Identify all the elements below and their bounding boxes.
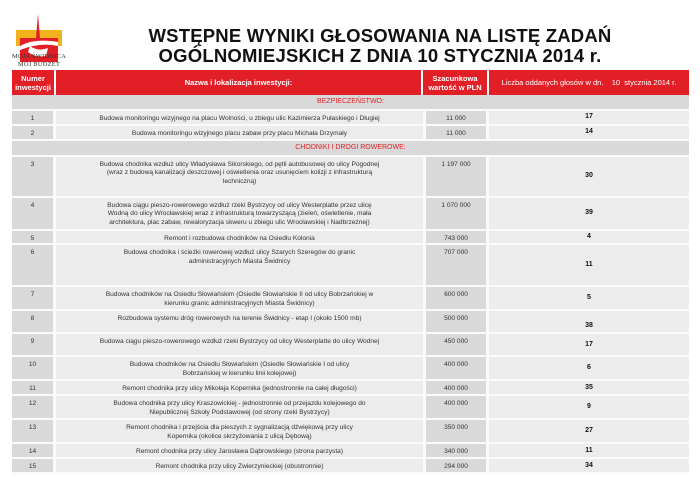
row-votes: 4 [489,231,689,245]
row-number: 6 [12,245,56,287]
row-votes: 30 [489,157,689,198]
table-row [12,126,689,141]
table-row [12,111,689,126]
title-line-2: OGÓLNOMIEJSKICH Z DNIA 10 STYCZNIA 2014 r. [158,45,602,66]
row-name: Remont i rozbudowa chodników na Osiedlu Kolonia [56,231,423,245]
row-value: 450 000 [423,334,489,357]
row-name: Budowa chodnika i ścieżki rowerowej wzdłuż ulicy Szarych Szeregów do granic administracyjnych Miasta Świdnicy [56,245,423,287]
row-name: Budowa chodników na Osiedlu Słowiańskim (Osiedle Słowiańskie II od ulicy Bobrzańskiej w kierunku granic administracyjnych Miasta Świdnicy) [56,287,423,311]
row-votes: 9 [489,396,689,420]
row-name: Budowa monitoringu wizyjnego na placu Wolności, u zbiegu ulic Kazimierza Pułaskiego i Długiej [56,111,423,126]
row-value: 500 000 [423,311,489,334]
table-row [12,157,689,198]
row-number: 10 [12,357,56,381]
row-number: 14 [12,444,56,459]
row-value: 11 000 [423,126,489,141]
table-header-row [12,70,689,95]
section-title: CHODNIKI I DROGI ROWEROWE: [12,141,689,157]
table-row [12,396,689,420]
row-number: 2 [12,126,56,141]
header-votes: Liczba oddanych głosów w dn. 10 stycznia 2014 r. [489,70,689,95]
row-number: 7 [12,287,56,311]
table-row [12,231,689,245]
header-name: Nazwa i lokalizacja inwestycji: [56,70,423,95]
row-number: 3 [12,157,56,198]
table-row [12,459,689,474]
row-votes: 39 [489,198,689,231]
section-title: BEZPIECZEŃSTWO: [12,95,689,111]
page-title [120,26,640,66]
table-row [12,381,689,396]
row-votes: 35 [489,381,689,396]
row-number: 8 [12,311,56,334]
header-number: Numer inwestycji [12,70,56,95]
row-value: 340 000 [423,444,489,459]
row-votes: 17 [489,334,689,357]
table-row [12,357,689,381]
row-name: Remont chodnika przy ulicy Mikołaja Kopernika (jednostronnie na całej długości) [56,381,423,396]
row-name: Budowa monitoringu wizyjnego placu zabaw przy placu Michała Drzymały [56,126,423,141]
row-votes: 11 [489,245,689,287]
section-row-safety [12,95,689,111]
row-value: 1 070 000 [423,198,489,231]
row-name: Budowa chodnika wzdłuż ulicy Władysława Sikorskiego, od pętli autobusowej do ulicy Pogodnej (wraz z budową kanalizacji deszczowej i oświetlenia oraz usunięciem kolizji z infrastrukturą techniczną) [56,157,423,198]
row-value: 743 000 [423,231,489,245]
table-row [12,287,689,311]
row-value: 350 000 [423,420,489,444]
row-number: 11 [12,381,56,396]
row-name: Budowa ciągu pieszo-rowerowego wzdłuż rzeki Bystrzycy od ulicy Westerplatte przez ulicę Wodną do ulicy Wrocławskiej wraz z infrastrukturą towarzyszącą (zieleń, oświetlenie, mała architektura, plac zabaw, rewaloryzacja skweru u zbiegu ulic Wrocławskiej i Nadbrzeżnej) [56,198,423,231]
row-votes: 6 [489,357,689,381]
row-name: Budowa chodnika przy ulicy Kraszowickiej - jednostronnie od przejazdu kolejowego do Niepublicznej Szkoły Podstawowej (od strony rzeki Bystrzycy) [56,396,423,420]
table-row [12,444,689,459]
row-value: 294 000 [423,459,489,474]
row-votes: 17 [489,111,689,126]
row-votes: 27 [489,420,689,444]
row-number: 5 [12,231,56,245]
row-number: 12 [12,396,56,420]
row-value: 400 000 [423,381,489,396]
row-votes: 14 [489,126,689,141]
row-name: Remont chodnika i przejścia dla pieszych z sygnalizacją dźwiękową przy ulicy Kopernika (okolice skrzyżowania z ulicą Dębową) [56,420,423,444]
title-line-1: WSTĘPNE WYNIKI GŁOSOWANIA NA LISTĘ ZADAŃ [148,25,612,46]
row-name: Rozbudowa systemu dróg rowerowych na terenie Świdnicy - etap I (około 1500 mb) [56,311,423,334]
row-value: 400 000 [423,396,489,420]
row-votes: 5 [489,287,689,311]
header-value: Szacunkowa wartość w PLN [423,70,489,95]
row-number: 9 [12,334,56,357]
row-name: Remont chodnika przy ulicy Zwierzynieckiej (obustronnie) [56,459,423,474]
row-name: Budowa ciągu pieszo-rowerowego wzdłuż rzeki Bystrzycy od ulicy Westerplatte do ulicy Wodnej [56,334,423,357]
table-row [12,420,689,444]
table-row [12,245,689,287]
logo-line-2: MÓJ BUDŻET [17,60,61,68]
row-number: 1 [12,111,56,126]
row-number: 13 [12,420,56,444]
table-row [12,198,689,231]
row-value: 707 000 [423,245,489,287]
row-votes: 34 [489,459,689,474]
row-value: 600 000 [423,287,489,311]
row-name: Budowa chodników na Osiedlu Słowiańskim (Osiedle Słowiańskie I od ulicy Bobrzańskiej w kierunku linii kolejowej) [56,357,423,381]
row-value: 11 000 [423,111,489,126]
row-votes: 38 [489,311,689,334]
table-row [12,311,689,334]
row-number: 4 [12,198,56,231]
row-value: 400 000 [423,357,489,381]
row-value: 1 197 000 [423,157,489,198]
table-row [12,334,689,357]
logo-caption [6,53,72,68]
results-table [12,70,689,474]
row-number: 15 [12,459,56,474]
row-name: Remont chodnika przy ulicy Jarosława Dąbrowskiego (strona parzysta) [56,444,423,459]
logo-line-1: MOJA ŚWIDNICA [11,53,67,60]
row-votes: 11 [489,444,689,459]
section-row-sidewalks [12,141,689,157]
